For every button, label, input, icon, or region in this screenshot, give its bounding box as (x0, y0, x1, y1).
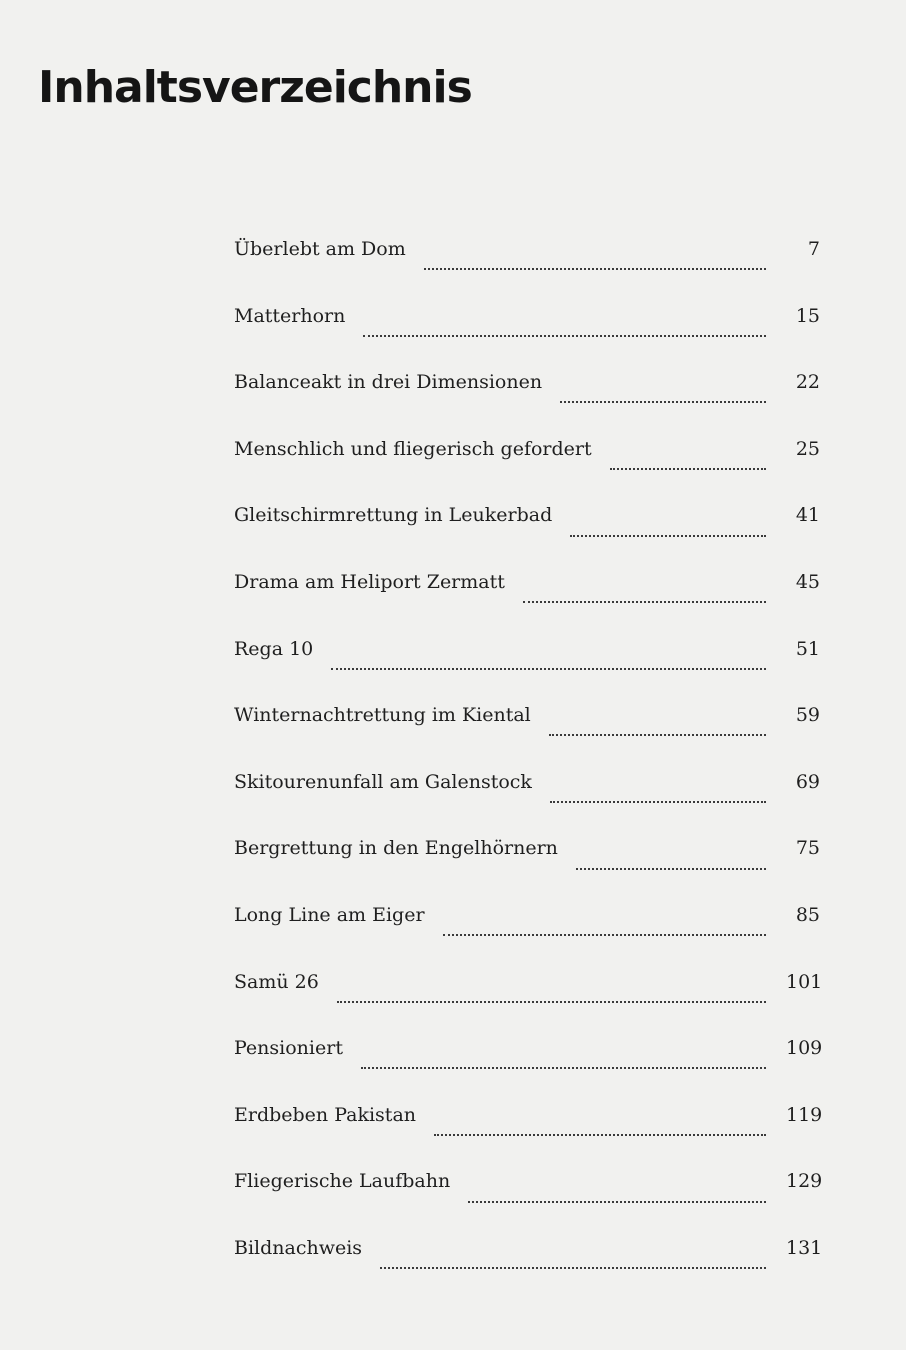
toc-entry[interactable] (234, 1229, 823, 1296)
toc-entry[interactable] (234, 896, 820, 963)
toc-entry[interactable] (234, 230, 820, 297)
toc-entry-page: 51 (795, 637, 820, 660)
dot-leader (331, 668, 766, 670)
toc-entry-title: Bildnachweis (234, 1236, 363, 1259)
toc-entry[interactable] (234, 297, 820, 364)
dot-leader (380, 1267, 766, 1269)
toc-entry[interactable] (234, 563, 820, 630)
toc-entry[interactable] (234, 963, 823, 1030)
dot-leader (560, 401, 766, 403)
dot-leader (434, 1134, 766, 1136)
toc-entry-title: Long Line am Eiger (234, 903, 425, 926)
dot-leader (549, 734, 766, 736)
toc-entry-page: 25 (795, 437, 820, 460)
toc-entry-title: Pensioniert (234, 1037, 343, 1060)
dot-leader (337, 1001, 766, 1003)
toc-entry-title: Samü 26 (234, 970, 319, 993)
toc-entry-title: Überlebt am Dom (234, 238, 406, 260)
toc-entry-page: 59 (795, 704, 820, 727)
page-title: Inhaltsverzeichnis (38, 62, 472, 113)
toc-entry-page: 131 (786, 1236, 823, 1259)
table-of-contents (234, 230, 823, 1296)
dot-leader (361, 1067, 766, 1069)
toc-entry-title: Erdbeben Pakistan (234, 1103, 417, 1126)
toc-entry-title: Drama am Heliport Zermatt (234, 570, 505, 593)
toc-entry-page: 109 (786, 1037, 823, 1060)
dot-leader (468, 1201, 766, 1203)
toc-entry-title: Gleitschirmrettung in Leukerbad (234, 504, 553, 527)
toc-entry[interactable] (234, 763, 820, 830)
toc-entry-page: 119 (786, 1103, 823, 1126)
dot-leader (576, 868, 766, 870)
toc-entry[interactable] (234, 630, 820, 697)
toc-entry-page: 41 (795, 504, 820, 527)
toc-entry-title: Winternachtrettung im Kiental (234, 704, 531, 727)
toc-entry-page: 69 (795, 770, 820, 793)
toc-entry[interactable] (234, 1162, 823, 1229)
toc-entry-title: Bergrettung in den Engelhörnern (234, 837, 558, 860)
toc-entry[interactable] (234, 829, 820, 896)
toc-entry-title: Rega 10 (234, 637, 314, 660)
dot-leader (424, 268, 766, 270)
toc-entry-title: Matterhorn (234, 304, 346, 327)
toc-entry[interactable] (234, 696, 820, 763)
toc-entry-page: 129 (786, 1170, 823, 1193)
toc-entry[interactable] (234, 1096, 823, 1163)
toc-entry-page: 22 (795, 371, 820, 394)
toc-entry-title: Fliegerische Laufbahn (234, 1170, 451, 1193)
toc-entry-page: 75 (795, 837, 820, 860)
toc-entry-page: 85 (795, 903, 820, 926)
toc-entry[interactable] (234, 363, 820, 430)
toc-entry-page: 7 (807, 238, 820, 260)
dot-leader (443, 934, 766, 936)
toc-entry[interactable] (234, 496, 820, 563)
toc-entry-page: 45 (795, 570, 820, 593)
dot-leader (550, 801, 766, 803)
dot-leader (570, 535, 766, 537)
toc-entry[interactable] (234, 1029, 823, 1096)
toc-entry-title: Menschlich und fliegerisch gefordert (234, 437, 592, 460)
toc-entry-title: Balanceakt in drei Dimensionen (234, 371, 543, 394)
dot-leader (523, 601, 766, 603)
toc-entry-title: Skitourenunfall am Galenstock (234, 770, 532, 793)
dot-leader (363, 335, 766, 337)
toc-entry[interactable] (234, 430, 820, 497)
toc-entry-page: 101 (786, 970, 823, 993)
dot-leader (610, 468, 766, 470)
toc-entry-page: 15 (795, 304, 820, 327)
